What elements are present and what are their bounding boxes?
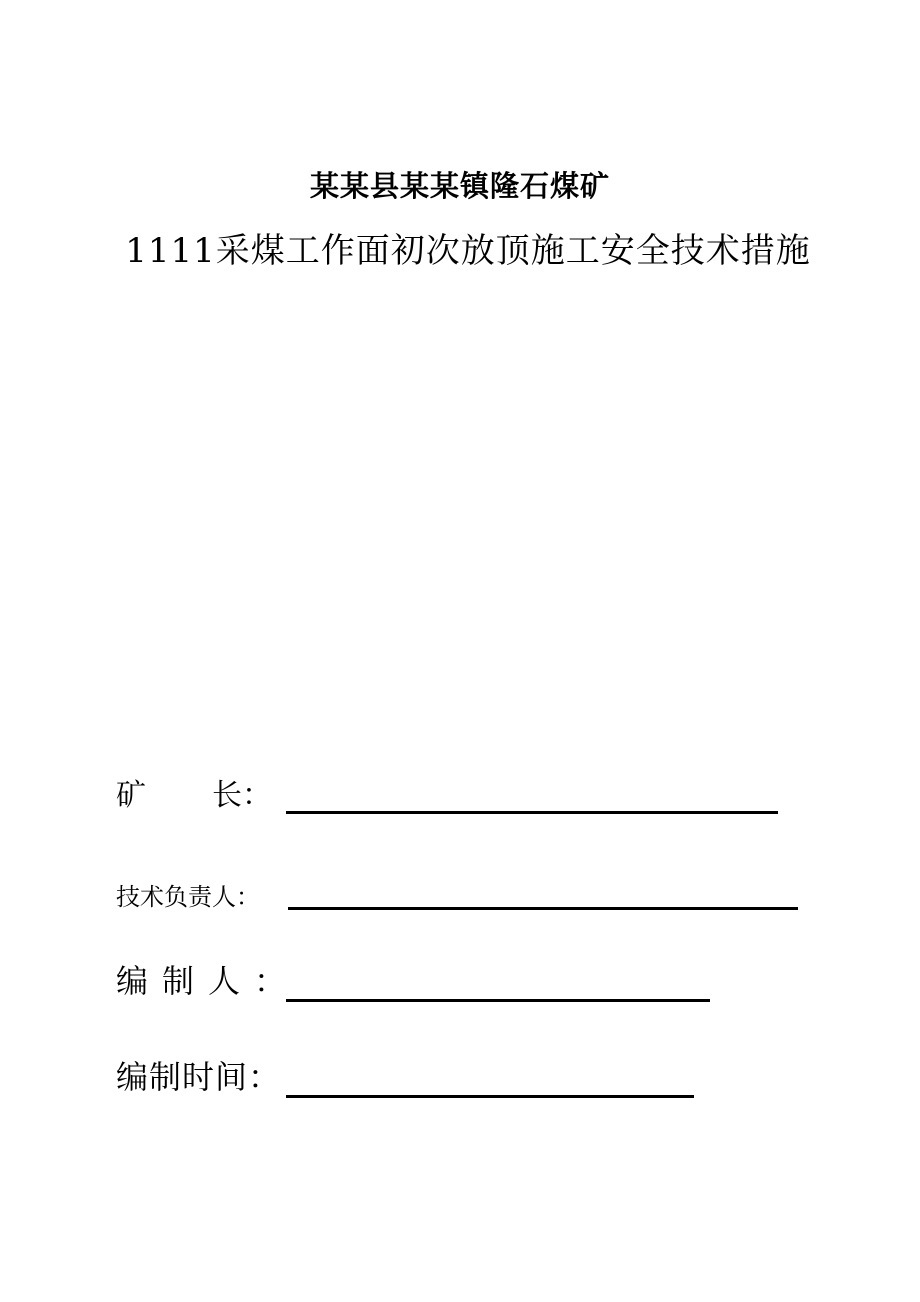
mine-head-label [116, 770, 272, 814]
compile-date-row [116, 1050, 696, 1098]
document-title: 1111采煤工作面初次放顶施工安全技术措施 [125, 231, 811, 271]
mine-head-signature-row [116, 766, 780, 814]
tech-lead-signature-row [116, 864, 800, 912]
tech-lead-signature-line [288, 907, 798, 910]
compile-date-line [286, 1095, 694, 1098]
organization-name: 某某县某某镇隆石煤矿 [309, 169, 610, 203]
compiler-signature-line [286, 999, 710, 1002]
mine-head-signature-line [286, 811, 778, 814]
tech-lead-label: 技术负责人： [116, 883, 260, 911]
compiler-label: 编制人： [116, 962, 301, 1000]
mine-head-label-second: 长： [212, 778, 272, 813]
compile-date-label: 编制时间： [116, 1058, 282, 1096]
mine-head-label-first: 矿 [116, 778, 146, 813]
compiler-signature-row [116, 954, 712, 1002]
